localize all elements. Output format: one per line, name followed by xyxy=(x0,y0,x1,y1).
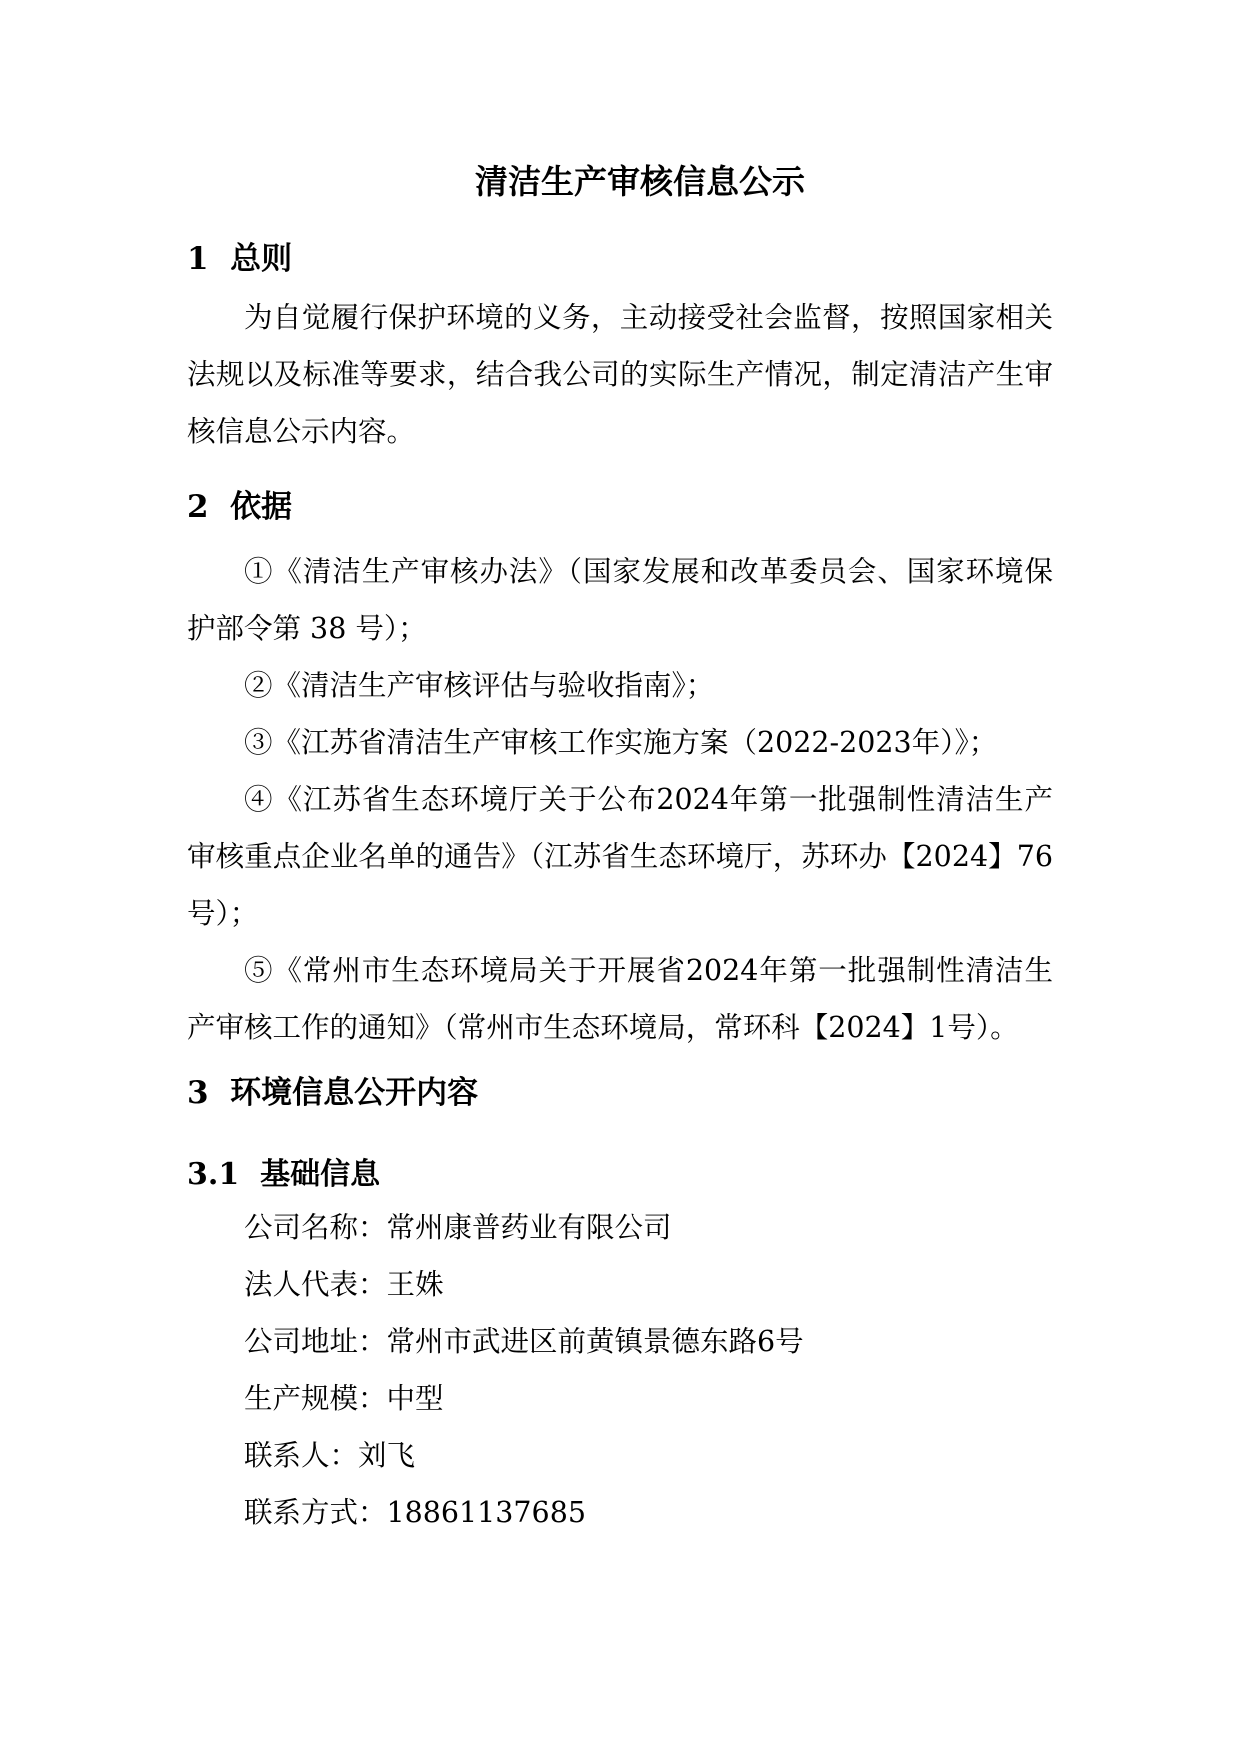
section-heading-disclosure: 3 环境信息公开内容 xyxy=(187,1075,479,1111)
info-line-company-address: 公司地址：常州市武进区前黄镇景德东路6号 xyxy=(244,1325,804,1358)
subsection-heading-basic-info: 3.1 基础信息 xyxy=(187,1157,381,1192)
basic-info-list xyxy=(187,1199,1053,1541)
page-title: 清洁生产审核信息公示 xyxy=(475,162,805,201)
section-heading-general: 1 总则 xyxy=(187,241,293,277)
basis-item-4: ④《江苏省生态环境厅关于公布2024年第一批强制性清洁生产审核重点企业名单的通告》（江苏省生态环境厅，苏环办【2024】76号）； xyxy=(187,783,1053,930)
info-line-production-scale: 生产规模：中型 xyxy=(244,1382,444,1415)
info-line-company-name: 公司名称：常州康普药业有限公司 xyxy=(244,1211,672,1244)
info-line-contact-phone: 联系方式：18861137685 xyxy=(244,1496,586,1529)
basis-item-1: ①《清洁生产审核办法》（国家发展和改革委员会、国家环境保护部令第 38 号）； xyxy=(187,555,1053,645)
paragraph-general: 为自觉履行保护环境的义务，主动接受社会监督，按照国家相关法规以及标准等要求，结合我公司的实际生产情况，制定清洁产生审核信息公示内容。 xyxy=(187,301,1053,448)
info-line-contact-person: 联系人：刘飞 xyxy=(244,1439,416,1472)
section-heading-basis: 2 依据 xyxy=(187,489,293,525)
info-line-legal-representative: 法人代表：王姝 xyxy=(244,1268,444,1301)
basis-item-3: ③《江苏省清洁生产审核工作实施方案（2022-2023年）》； xyxy=(244,726,998,759)
basis-item-5: ⑤《常州市生态环境局关于开展省2024年第一批强制性清洁生产审核工作的通知》（常州市生态环境局，常环科【2024】1号）。 xyxy=(187,954,1053,1044)
basis-item-2: ②《清洁生产审核评估与验收指南》； xyxy=(244,669,715,702)
